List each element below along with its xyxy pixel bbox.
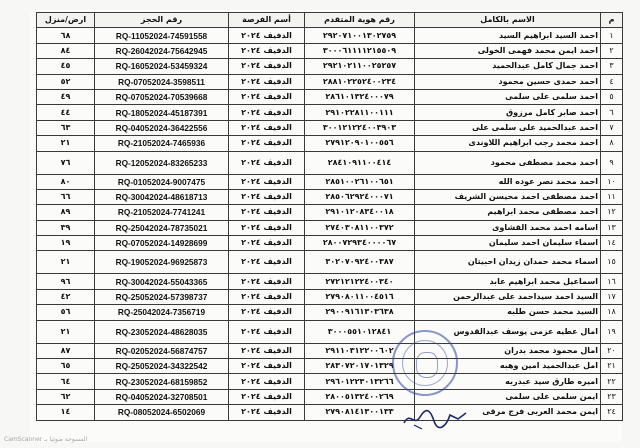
applicant-name: اميره طارق سيد عبدربه	[415, 374, 601, 389]
applicant-name: امال عطيه عزمى يوسف عبدالقدوس	[415, 320, 601, 343]
national-id: ٢٩١٠٢٢٨١١٠٠١١١	[305, 105, 415, 120]
reservation-number: RQ-23052024-48628035	[95, 320, 229, 343]
land-number: ٤٤	[37, 105, 95, 120]
applicant-name: السيد احمد سيداحمد على عبدالرحمن	[415, 289, 601, 304]
land-number: ٧٦	[37, 151, 95, 174]
row-number: ٢	[601, 43, 623, 58]
row-number: ١٦	[601, 274, 623, 289]
land-number: ٦٨	[37, 28, 95, 43]
reservation-number: RQ-21052024-7741241	[95, 205, 229, 220]
national-id: ٢٩٢١٠٢١١٠٠٢٥٢٥٧	[305, 59, 415, 74]
row-number: ٦	[601, 105, 623, 120]
opportunity-name: الدفيف ٢٠٢٤	[229, 43, 305, 58]
national-id: ٢٩١١٠٣١٢٢٠٠٦٠٢	[305, 343, 415, 358]
applicant-name: السيد محمد حسن طلبه	[415, 305, 601, 320]
reservation-number: RQ-07052024-70539668	[95, 89, 229, 104]
table-row	[37, 220, 623, 235]
applicant-name: احمد سلمى على سلمى	[415, 89, 601, 104]
opportunity-name: الدفيف ٢٠٢٤	[229, 289, 305, 304]
table-row	[37, 320, 623, 343]
national-id: ٣٠٢٠٧٠٩٢٤٠٠٣٨٧	[305, 251, 415, 274]
official-seal-stamp	[392, 330, 458, 396]
reservation-number: RQ-01052024-9007475	[95, 174, 229, 189]
reservation-number: RQ-25052024-57398737	[95, 289, 229, 304]
land-number: ٢١	[37, 136, 95, 151]
table-row	[37, 151, 623, 174]
land-number: ٤٢	[37, 289, 95, 304]
land-number: ١٤	[37, 405, 95, 420]
land-number: ٤٥	[37, 59, 95, 74]
applicant-name: امال محمود محمد بدران	[415, 343, 601, 358]
land-number: ٥٢	[37, 74, 95, 89]
opportunity-name: الدفيف ٢٠٢٤	[229, 189, 305, 204]
applicant-name: احمد عبدالحميد على سلمى على	[415, 120, 601, 135]
national-id: ٢٨٨١٠٢٢٥٢٤٠٠٢٣٤	[305, 74, 415, 89]
land-number: ٦٢	[37, 389, 95, 404]
table-row	[37, 89, 623, 104]
reservation-number: RQ-25042024-78735021	[95, 220, 229, 235]
row-number: ٢٢	[601, 374, 623, 389]
national-id: ٢٨٠٠٧٢٩٣٤٠٠٠٠٦٧	[305, 236, 415, 251]
table-row	[37, 28, 623, 43]
reservation-number: RQ-11052024-74591558	[95, 28, 229, 43]
land-number: ٨٤	[37, 43, 95, 58]
applicant-name: احمد محمد نصر عوده الله	[415, 174, 601, 189]
reservation-number: RQ-16052024-53459324	[95, 59, 229, 74]
table-row	[37, 305, 623, 320]
reservation-number: RQ-25052024-34322542	[95, 359, 229, 374]
applicant-name: احمد مصطفى محمد ابراهيم	[415, 205, 601, 220]
reservation-number: RQ-19052024-96925873	[95, 251, 229, 274]
national-id: ٢٩٦٠١٢٢٣٠١٣٢٦٦	[305, 374, 415, 389]
table-row	[37, 236, 623, 251]
table-row	[37, 374, 623, 389]
opportunity-name: الدفيف ٢٠٢٤	[229, 89, 305, 104]
national-id: ٢٧٢١٢١٢٢٤٠٠٣٤٠	[305, 274, 415, 289]
opportunity-name: الدفيف ٢٠٢٤	[229, 405, 305, 420]
row-number: ١٩	[601, 320, 623, 343]
table-row	[37, 289, 623, 304]
land-number: ٢١	[37, 251, 95, 274]
opportunity-name: الدفيف ٢٠٢٤	[229, 74, 305, 89]
table-row	[37, 136, 623, 151]
land-number: ٩٦	[37, 274, 95, 289]
applicant-name: اسماعيل محمد ابراهيم عابد	[415, 274, 601, 289]
national-id: ٣٠٠١٢١٢٢٤٠٠٣٩٠٣	[305, 120, 415, 135]
land-number: ٨٩	[37, 205, 95, 220]
national-id: ٢٩٢٠٧١٠٠١٣٠٢٧٥٩	[305, 28, 415, 43]
national-id: ٢٧٩٠٨١٤١٣٠٠١٣٣	[305, 405, 415, 420]
table-row	[37, 251, 623, 274]
header-opportunity: أسم الفرصة	[229, 13, 305, 28]
table-row	[37, 205, 623, 220]
opportunity-name: الدفيف ٢٠٢٤	[229, 151, 305, 174]
table-header-row	[37, 13, 623, 28]
opportunity-name: الدفيف ٢٠٢٤	[229, 120, 305, 135]
national-id: ٢٨٣٠٧٢٠١٧٠١٣٢٩	[305, 359, 415, 374]
applicant-name: اسماء محمد حمدان زيدان احبيتان	[415, 251, 601, 274]
land-number: ١٩	[37, 236, 95, 251]
opportunity-name: الدفيف ٢٠٢٤	[229, 236, 305, 251]
applicant-name: احمد ايمن محمد فهمى الخولى	[415, 43, 601, 58]
table-row	[37, 59, 623, 74]
row-number: ٤	[601, 74, 623, 89]
row-number: ٧	[601, 120, 623, 135]
national-id: ٢٧٩١٢٠٩٠١٠٠٥٥٦	[305, 136, 415, 151]
opportunity-name: الدفيف ٢٠٢٤	[229, 105, 305, 120]
opportunity-name: الدفيف ٢٠٢٤	[229, 320, 305, 343]
reservation-number: RQ-23052024-68159852	[95, 374, 229, 389]
applicant-name: احمد حمدى حسين محمود	[415, 74, 601, 89]
applicant-name: احمد مصطفى احمد محيسن الشريف	[415, 189, 601, 204]
land-number: ٨٧	[37, 343, 95, 358]
land-number: ٦٥	[37, 359, 95, 374]
table-row	[37, 174, 623, 189]
header-reservation: رقم الحجز	[95, 13, 229, 28]
reservation-number: RQ-30042024-48618713	[95, 189, 229, 204]
table-body	[37, 28, 623, 420]
reservation-number: RQ-07052024-14928699	[95, 236, 229, 251]
national-id: ٢٨٠٠٥١٣٢٤٠٠٢٦٩	[305, 389, 415, 404]
reservation-number: RQ-18052024-45187391	[95, 105, 229, 120]
row-number: ١٠	[601, 174, 623, 189]
applicant-name: ايمن سلمى على سلمى	[415, 389, 601, 404]
opportunity-name: الدفيف ٢٠٢٤	[229, 220, 305, 235]
national-id: ٢٩٠٠٩١٦١٣٠٣٦٣٨	[305, 305, 415, 320]
table-row	[37, 43, 623, 58]
land-number: ٣٩	[37, 220, 95, 235]
row-number: ٩	[601, 151, 623, 174]
national-id: ٣٠٠٠٦١١١١٢١٥٥٠٩	[305, 43, 415, 58]
opportunity-name: الدفيف ٢٠٢٤	[229, 274, 305, 289]
opportunity-name: الدفيف ٢٠٢٤	[229, 59, 305, 74]
applicant-name: امل عبدالحميد امين وهبه	[415, 359, 601, 374]
opportunity-name: الدفيف ٢٠٢٤	[229, 343, 305, 358]
reservation-number: RQ-30042024-55043365	[95, 274, 229, 289]
row-number: ١	[601, 28, 623, 43]
table-row	[37, 343, 623, 358]
row-number: ١٨	[601, 305, 623, 320]
national-id: ٢٨٤١٠٩١١٠٠٤١٤	[305, 151, 415, 174]
reservation-number: RQ-21052024-7465936	[95, 136, 229, 151]
reservation-number: RQ-26042024-75642945	[95, 43, 229, 58]
applicant-name: اسماء سليمان احمد سليمان	[415, 236, 601, 251]
reservation-number: RQ-12052024-83265233	[95, 151, 229, 174]
applicant-name: اسامه احمد محمد القشاوى	[415, 220, 601, 235]
land-number: ٥٦	[37, 305, 95, 320]
header-national-id: رقم هوية المتقدم	[305, 13, 415, 28]
opportunity-name: الدفيف ٢٠٢٤	[229, 251, 305, 274]
table-row	[37, 359, 623, 374]
applicant-name: احمد محمد مصطفى محمود	[415, 151, 601, 174]
applicant-name: احمد جمال كامل عبدالحميد	[415, 59, 601, 74]
row-number: ٢٤	[601, 405, 623, 420]
row-number: ١٥	[601, 251, 623, 274]
applicants-table	[36, 12, 623, 421]
row-number: ٥	[601, 89, 623, 104]
header-num: م	[601, 13, 623, 28]
reservation-number: RQ-25042024-7356719	[95, 305, 229, 320]
reservation-number: RQ-04052024-32708501	[95, 389, 229, 404]
opportunity-name: الدفيف ٢٠٢٤	[229, 359, 305, 374]
applicant-name: احمد السيد ابراهيم السيد	[415, 28, 601, 43]
header-name: الاسم بالكامل	[415, 13, 601, 28]
national-id: ٢٨٦١٠١٣٢٤٠٠٠٧٩	[305, 89, 415, 104]
row-number: ٨	[601, 136, 623, 151]
row-number: ٢٣	[601, 389, 623, 404]
national-id: ٣٠٠٠٥٥١٠١٢٨٤١	[305, 320, 415, 343]
row-number: ١١	[601, 189, 623, 204]
opportunity-name: الدفيف ٢٠٢٤	[229, 305, 305, 320]
table-row	[37, 389, 623, 404]
table-row	[37, 189, 623, 204]
national-id: ٢٨٥٠٦٢٩٢٤٠٠٠٧١	[305, 189, 415, 204]
row-number: ٢١	[601, 359, 623, 374]
opportunity-name: الدفيف ٢٠٢٤	[229, 136, 305, 151]
table-row	[37, 405, 623, 420]
land-number: ٢١	[37, 320, 95, 343]
table-row	[37, 120, 623, 135]
row-number: ١٣	[601, 220, 623, 235]
table-row	[37, 274, 623, 289]
table-row	[37, 74, 623, 89]
opportunity-name: الدفيف ٢٠٢٤	[229, 28, 305, 43]
opportunity-name: الدفيف ٢٠٢٤	[229, 205, 305, 220]
applicant-name: احمد محمد رجب ابراهيم اللاوندى	[415, 136, 601, 151]
scanner-watermark: CamScanner المسوحة ضوئيا بـ	[4, 436, 88, 443]
land-number: ٤٩	[37, 89, 95, 104]
opportunity-name: الدفيف ٢٠٢٤	[229, 374, 305, 389]
reservation-number: RQ-07052024-3598511	[95, 74, 229, 89]
reservation-number: RQ-04052024-36422556	[95, 120, 229, 135]
reservation-number: RQ-08052024-6502069	[95, 405, 229, 420]
applicant-name: احمد صابر كامل مرزوق	[415, 105, 601, 120]
table-row	[37, 105, 623, 120]
row-number: ٢٠	[601, 343, 623, 358]
signature-icon	[400, 405, 470, 431]
row-number: ١٢	[601, 205, 623, 220]
applicant-name: ايمن محمد العربى فرج مرقى	[415, 405, 601, 420]
row-number: ١٤	[601, 236, 623, 251]
land-number: ٨٠	[37, 174, 95, 189]
opportunity-name: الدفيف ٢٠٢٤	[229, 389, 305, 404]
row-number: ١٧	[601, 289, 623, 304]
row-number: ٣	[601, 59, 623, 74]
reservation-number: RQ-02052024-56874757	[95, 343, 229, 358]
land-number: ٦٤	[37, 374, 95, 389]
header-land: ارض/منزل	[37, 13, 95, 28]
national-id: ٢٧٩٠٨٠١١٠٠٤٥١٦	[305, 289, 415, 304]
opportunity-name: الدفيف ٢٠٢٤	[229, 174, 305, 189]
national-id: ٢٩١٠١٢٠٨٣٤٠٠١٨	[305, 205, 415, 220]
land-number: ٦٣	[37, 120, 95, 135]
land-number: ٦٦	[37, 189, 95, 204]
national-id: ٢٨٥١٠٠٢٦١٠٠٦٥١	[305, 174, 415, 189]
national-id: ٢٧٤٠٣٠٨١١٠٠٣٧٢	[305, 220, 415, 235]
